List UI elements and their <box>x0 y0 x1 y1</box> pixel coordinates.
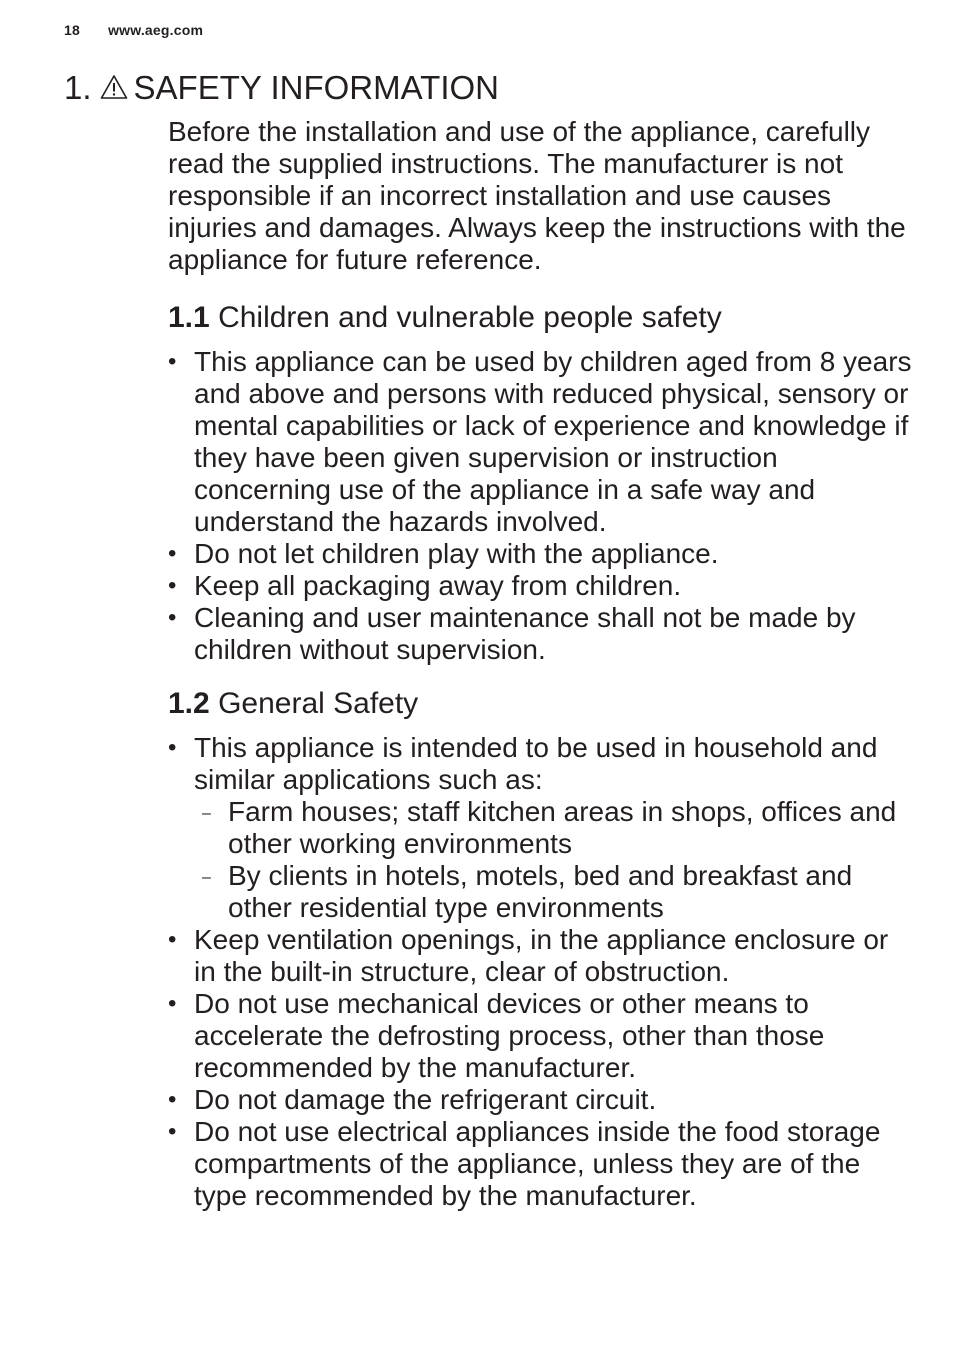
subsection-heading-children <box>168 300 913 336</box>
list-item: • Do not let children play with the appliance. <box>168 538 913 570</box>
intro-paragraph: Before the installation and use of the appliance, carefully read the supplied instructions. The manufacturer is not responsible if an incorrect installation and use causes injuries and damages. Always keep the instructions with the appliance for future reference. <box>168 116 906 275</box>
website-link[interactable]: www.aeg.com <box>108 22 204 38</box>
sub-list-item: – By clients in hotels, motels, bed and breakfast and other residential type environments <box>194 860 913 924</box>
subsection-number: 1.1 <box>168 301 210 334</box>
section-title <box>64 66 499 111</box>
page-number: 18 <box>64 22 80 38</box>
page-header <box>64 22 203 38</box>
subsection-heading-general <box>168 686 913 722</box>
list-item <box>168 732 913 924</box>
sub-list <box>194 796 913 924</box>
sub-list-item: – Farm houses; staff kitchen areas in shops, offices and other working environments <box>194 796 913 860</box>
subsection-title: General Safety <box>218 687 419 720</box>
section-title-text: SAFETY INFORMATION <box>133 69 499 106</box>
general-safety-list <box>168 732 913 1212</box>
list-item: • Keep all packaging away from children. <box>168 570 913 602</box>
section-number: 1. <box>64 69 92 106</box>
list-item: • Do not damage the refrigerant circuit. <box>168 1084 913 1116</box>
warning-triangle-icon <box>100 67 128 111</box>
list-item: • Do not use electrical appliances inside the food storage compartments of the appliance, unless they are of the type recommended by the manufacturer. <box>168 1116 913 1212</box>
list-item: • This appliance can be used by children aged from 8 years and above and persons with reduced physical, sensory or mental capabilities or lack of experience and knowledge if they have been given supervision or instruction concerning use of the appliance in a safe way and understand the hazards involved. <box>168 346 913 538</box>
list-item-text: This appliance is intended to be used in household and similar applications such as: <box>194 732 878 795</box>
list-item: • Do not use mechanical devices or other means to accelerate the defrosting process, other than those recommended by the manufacturer. <box>168 988 913 1084</box>
document-body <box>168 116 913 1212</box>
subsection-number: 1.2 <box>168 687 210 720</box>
children-safety-list <box>168 346 913 666</box>
list-item: • Cleaning and user maintenance shall not be made by children without supervision. <box>168 602 913 666</box>
list-item: • Keep ventilation openings, in the appliance enclosure or in the built-in structure, clear of obstruction. <box>168 924 913 988</box>
subsection-title: Children and vulnerable people safety <box>218 301 722 334</box>
